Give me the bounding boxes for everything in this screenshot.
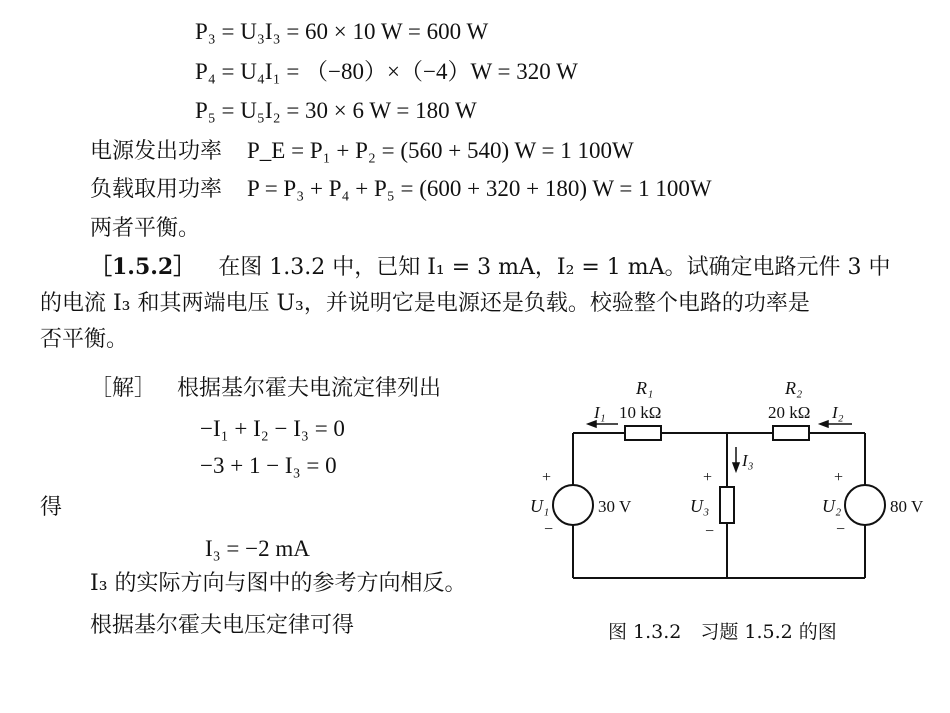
solution-intro: 根据基尔霍夫电流定律列出: [177, 376, 442, 401]
solution-get: 得: [40, 495, 63, 520]
arrow-i2-head-icon: [820, 421, 828, 427]
resistor-r1: [625, 426, 661, 440]
load-power-formula: P = P₃ + P₄ + P₅ = (600 + 320 + 180) W = 1 100W: [247, 176, 712, 201]
arrow-i3-head-icon: [733, 463, 739, 471]
balance-statement: 两者平衡。: [90, 216, 201, 241]
source-u1: [553, 485, 593, 525]
u3-minus: −: [705, 523, 715, 540]
equation-p4: P₄ = U₄I₁ = （−80）×（−4）W = 320 W: [195, 59, 578, 84]
u2-minus: −: [836, 521, 846, 538]
label-r1-value: 10 kΩ: [619, 403, 662, 422]
load-power-label: 负载取用功率: [90, 177, 223, 202]
element-3: [720, 487, 734, 523]
equation-p5: P₅ = U₅I₂ = 30 × 6 W = 180 W: [195, 98, 477, 123]
source-u2: [845, 485, 885, 525]
problem-line-3: 否平衡。: [40, 327, 129, 352]
kcl-equation-2: −3 + 1 − I₃ = 0: [200, 453, 337, 478]
solution-kvl: 根据基尔霍夫电压定律可得: [90, 613, 355, 638]
u3-plus: +: [703, 469, 713, 486]
label-u3: U₃: [690, 496, 710, 516]
figure-caption: 图 1.3.2 习题 1.5.2 的图: [608, 621, 837, 643]
label-u2: U₂: [822, 496, 842, 516]
label-r1: R₁: [636, 378, 654, 398]
u1-plus: +: [542, 469, 552, 486]
equation-p3: P₃ = U₃I₃ = 60 × 10 W = 600 W: [195, 19, 489, 44]
resistor-r2: [773, 426, 809, 440]
label-i3: I₃: [742, 451, 754, 470]
solution-result: I₃ = −2 mA: [205, 536, 310, 561]
label-i1: I₁: [594, 403, 606, 422]
u2-plus: +: [834, 469, 844, 486]
solution-tag: ［解］: [90, 376, 157, 401]
label-u1: U₁: [530, 496, 550, 516]
label-u1-value: 30 V: [598, 497, 632, 516]
kcl-equation-1: −I₁ + I₂ − I₃ = 0: [200, 416, 345, 441]
problem-line-2: 的电流 I₃ 和其两端电压 U₃，并说明它是电源还是负载。校验整个电路的功率是: [40, 291, 810, 316]
problem-text-1: 在图 1.3.2 中，已知 I₁ = 3 mA，I₂ = 1 mA。试确定电路元件 3 中: [218, 255, 891, 280]
problem-number: ［1.5.2］: [90, 254, 196, 280]
u1-minus: −: [544, 521, 554, 538]
solution-note: I₃ 的实际方向与图中的参考方向相反。: [90, 571, 467, 596]
label-r2: R₂: [785, 378, 803, 398]
label-u2-value: 80 V: [890, 497, 924, 516]
source-power-label: 电源发出功率: [90, 139, 223, 164]
label-i2: I₂: [832, 403, 844, 422]
source-power-formula: P_E = P₁ + P₂ = (560 + 540) W = 1 100W: [247, 138, 634, 163]
label-r2-value: 20 kΩ: [768, 403, 811, 422]
